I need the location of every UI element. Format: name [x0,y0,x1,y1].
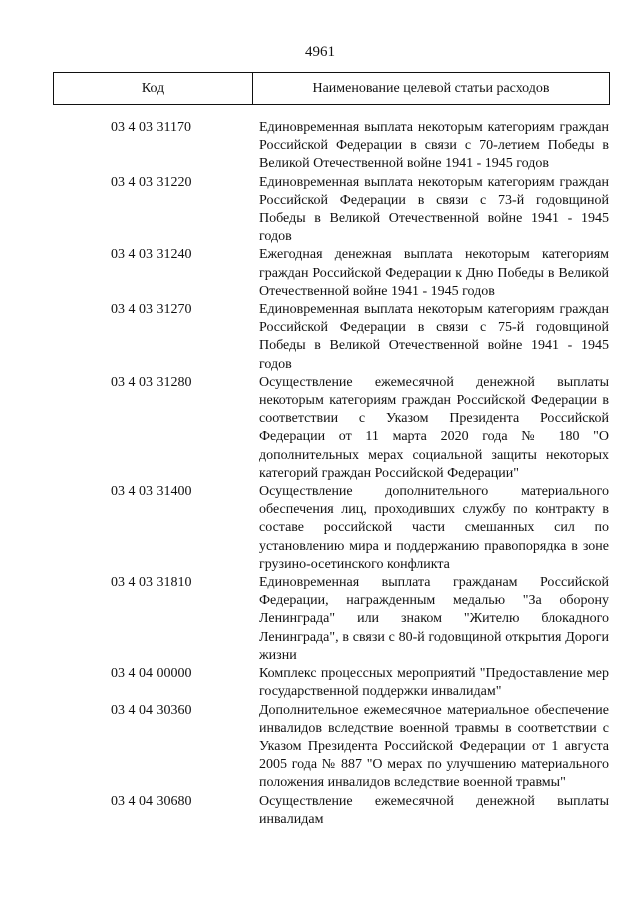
row-name: Осуществление ежемесячной денежной выплаты инвалидам [259,793,609,827]
row-name: Единовременная выплата гражданам Российской Федерации, награжденным медалью "За оборону Ленинграда" или знаком "Жителю блокадного Ленинграда", в связи с 80-й годовщиной открытия Дороги жизни [259,575,609,663]
row-code: 03 4 03 31810 [111,575,192,591]
row-code: 03 4 04 00000 [111,666,192,682]
table-row [53,374,610,483]
table-body [53,119,610,829]
row-code: 03 4 04 30360 [111,702,192,718]
row-code: 03 4 03 31280 [111,374,192,390]
table-row [53,665,610,701]
table-row [53,246,610,301]
row-code: 03 4 04 30680 [111,793,192,809]
row-code: 03 4 03 31170 [111,120,191,135]
table-row [53,119,610,174]
row-name: Осуществление дополнительного материального обеспечения лиц, проходивших службу по контракту в составе российской части смешанных сил по установлению мира и поддержанию правопорядка в зоне грузино-осетинского конфликта [259,484,609,572]
row-name: Дополнительное ежемесячное материальное обеспечение инвалидов вследствие военной травмы в соответствии с Указом Президента Российской Федерации от 1 августа 2005 года № 887 "О мерах по улучшению материального положения инвалидов вследствие военной травмы" [259,702,609,791]
row-code: 03 4 03 31400 [111,484,192,500]
row-code: 03 4 03 31270 [111,302,192,318]
row-name: Единовременная выплата некоторым категориям граждан Российской Федерации в связи с 70-летием Победы в Великой Отечественной войне 1941 - 1945 годов [259,120,609,172]
row-name: Ежегодная денежная выплата некоторым категориям граждан Российской Федерации к Дню Победы в Великой Отечественной войне 1941 - 1945 годов [259,247,609,299]
table-row [53,793,610,829]
row-name: Комплекс процессных мероприятий "Предоставление мер государственной поддержки инвалидам" [259,666,609,700]
table-row [53,702,610,793]
row-code: 03 4 03 31220 [111,174,192,190]
row-code: 03 4 03 31240 [111,247,192,263]
page-number: 4961 [305,44,335,60]
row-name: Единовременная выплата некоторым категориям граждан Российской Федерации в связи с 73-й годовщиной Победы в Великой Отечественной войне 1941 - 1945 годов [259,174,609,245]
table-header [53,72,610,105]
table-row [53,174,610,247]
table-row [53,574,610,665]
row-name: Осуществление ежемесячной денежной выплаты некоторым категориям граждан Российской Федерации в соответствии с Указом Президента Российской Федерации от 11 марта 2020 года № 180 "О дополнительных мерах социальной защиты некоторых категорий граждан Российской Федерации" [259,374,609,481]
row-name: Единовременная выплата некоторым категориям граждан Российской Федерации в связи с 75-й годовщиной Победы в Великой Отечественной войне 1941 - 1945 годов [259,302,609,372]
table-row [53,483,610,574]
header-name: Наименование целевой статьи расходов [312,80,550,96]
header-code: Код [54,73,253,104]
table-row [53,301,610,374]
